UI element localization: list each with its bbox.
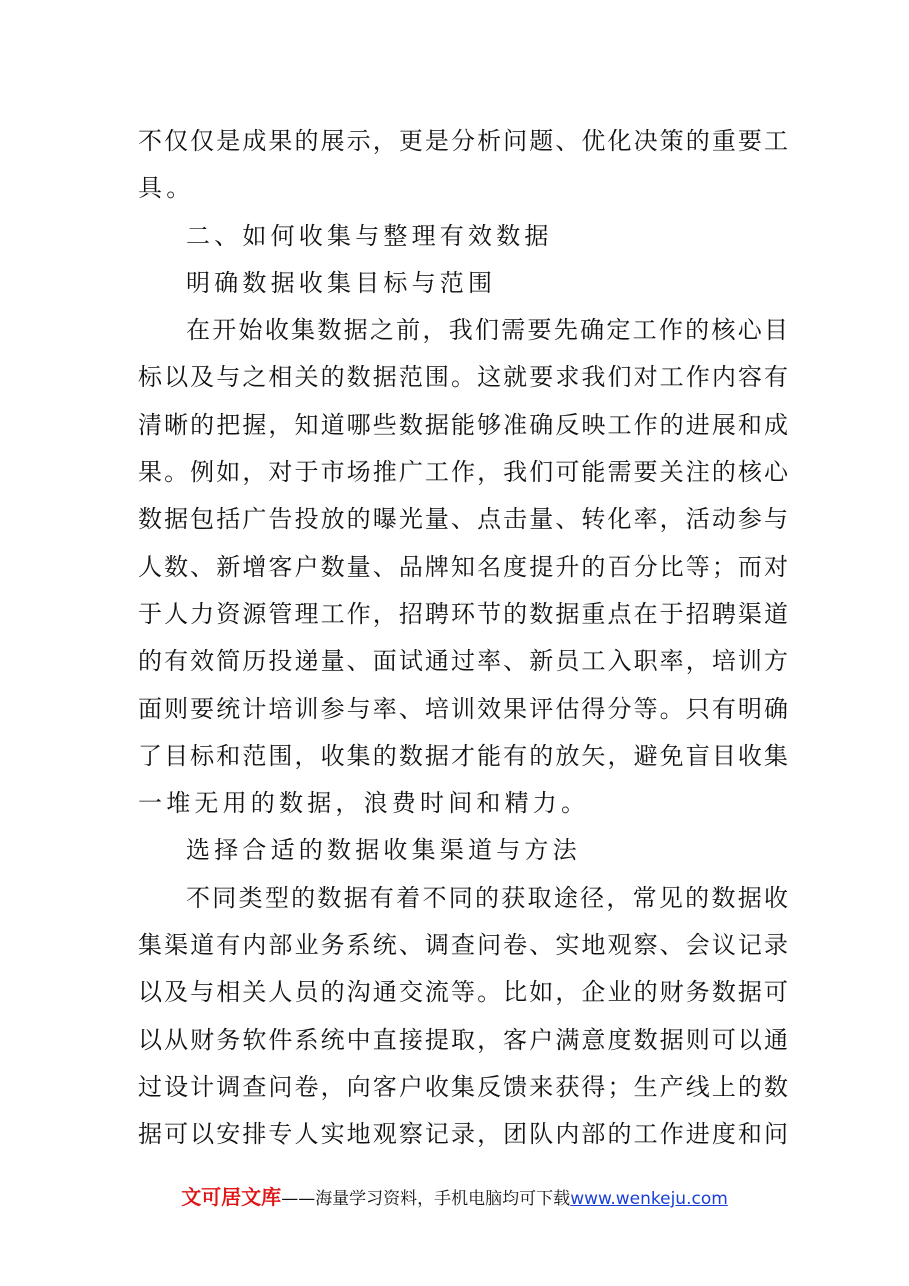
body-line: 以从财务软件系统中直接提取，客户满意度数据则可以通: [138, 1025, 788, 1054]
body-line: 集渠道有内部业务系统、调查问卷、实地观察、会议记录: [138, 931, 788, 960]
body-line: 一堆无用的数据，浪费时间和精力。: [138, 789, 590, 818]
body-line: 果。例如，对于市场推广工作，我们可能需要关注的核心: [138, 458, 788, 487]
body-line: 清晰的把握，知道哪些数据能够准确反映工作的进展和成: [138, 410, 788, 439]
body-line: 不同类型的数据有着不同的获取途径，常见的数据收: [186, 883, 788, 912]
footer-tagline: ——海量学习资料，手机电脑均可下载: [281, 1189, 571, 1209]
section-heading: 二、如何收集与整理有效数据: [186, 221, 553, 250]
document-body: [138, 118, 788, 1159]
body-line: 数据包括广告投放的曝光量、点击量、转化率，活动参与: [138, 505, 788, 534]
body-line: 以及与相关人员的沟通交流等。比如，企业的财务数据可: [138, 978, 788, 1007]
subsection-heading: 明确数据收集目标与范围: [186, 268, 497, 297]
body-line: 在开始收集数据之前，我们需要先确定工作的核心目: [186, 316, 788, 345]
body-line: 的有效简历投递量、面试通过率、新员工入职率，培训方: [138, 647, 788, 676]
body-line: 标以及与之相关的数据范围。这就要求我们对工作内容有: [138, 363, 788, 392]
subsection-heading: 选择合适的数据收集渠道与方法: [186, 836, 581, 865]
body-line: 面则要统计培训参与率、培训效果评估得分等。只有明确: [138, 694, 788, 723]
body-line: 了目标和范围，收集的数据才能有的放矢，避免盲目收集: [138, 741, 788, 770]
body-line: 过设计调查问卷，向客户收集反馈来获得；生产线上的数: [138, 1072, 788, 1101]
footer-brand: 文可居文库: [181, 1185, 282, 1209]
body-line: 于人力资源管理工作，招聘环节的数据重点在于招聘渠道: [138, 599, 788, 628]
body-line: 具。: [138, 174, 195, 203]
footer-site-link[interactable]: www.wenkeju.com: [570, 1189, 728, 1209]
body-line: 人数、新增客户数量、品牌知名度提升的百分比等；而对: [138, 552, 788, 581]
body-line: 不仅仅是成果的展示，更是分析问题、优化决策的重要工: [138, 127, 788, 155]
page-footer: [0, 1180, 909, 1214]
body-line: 据可以安排专人实地观察记录，团队内部的工作进度和问: [138, 1120, 788, 1149]
